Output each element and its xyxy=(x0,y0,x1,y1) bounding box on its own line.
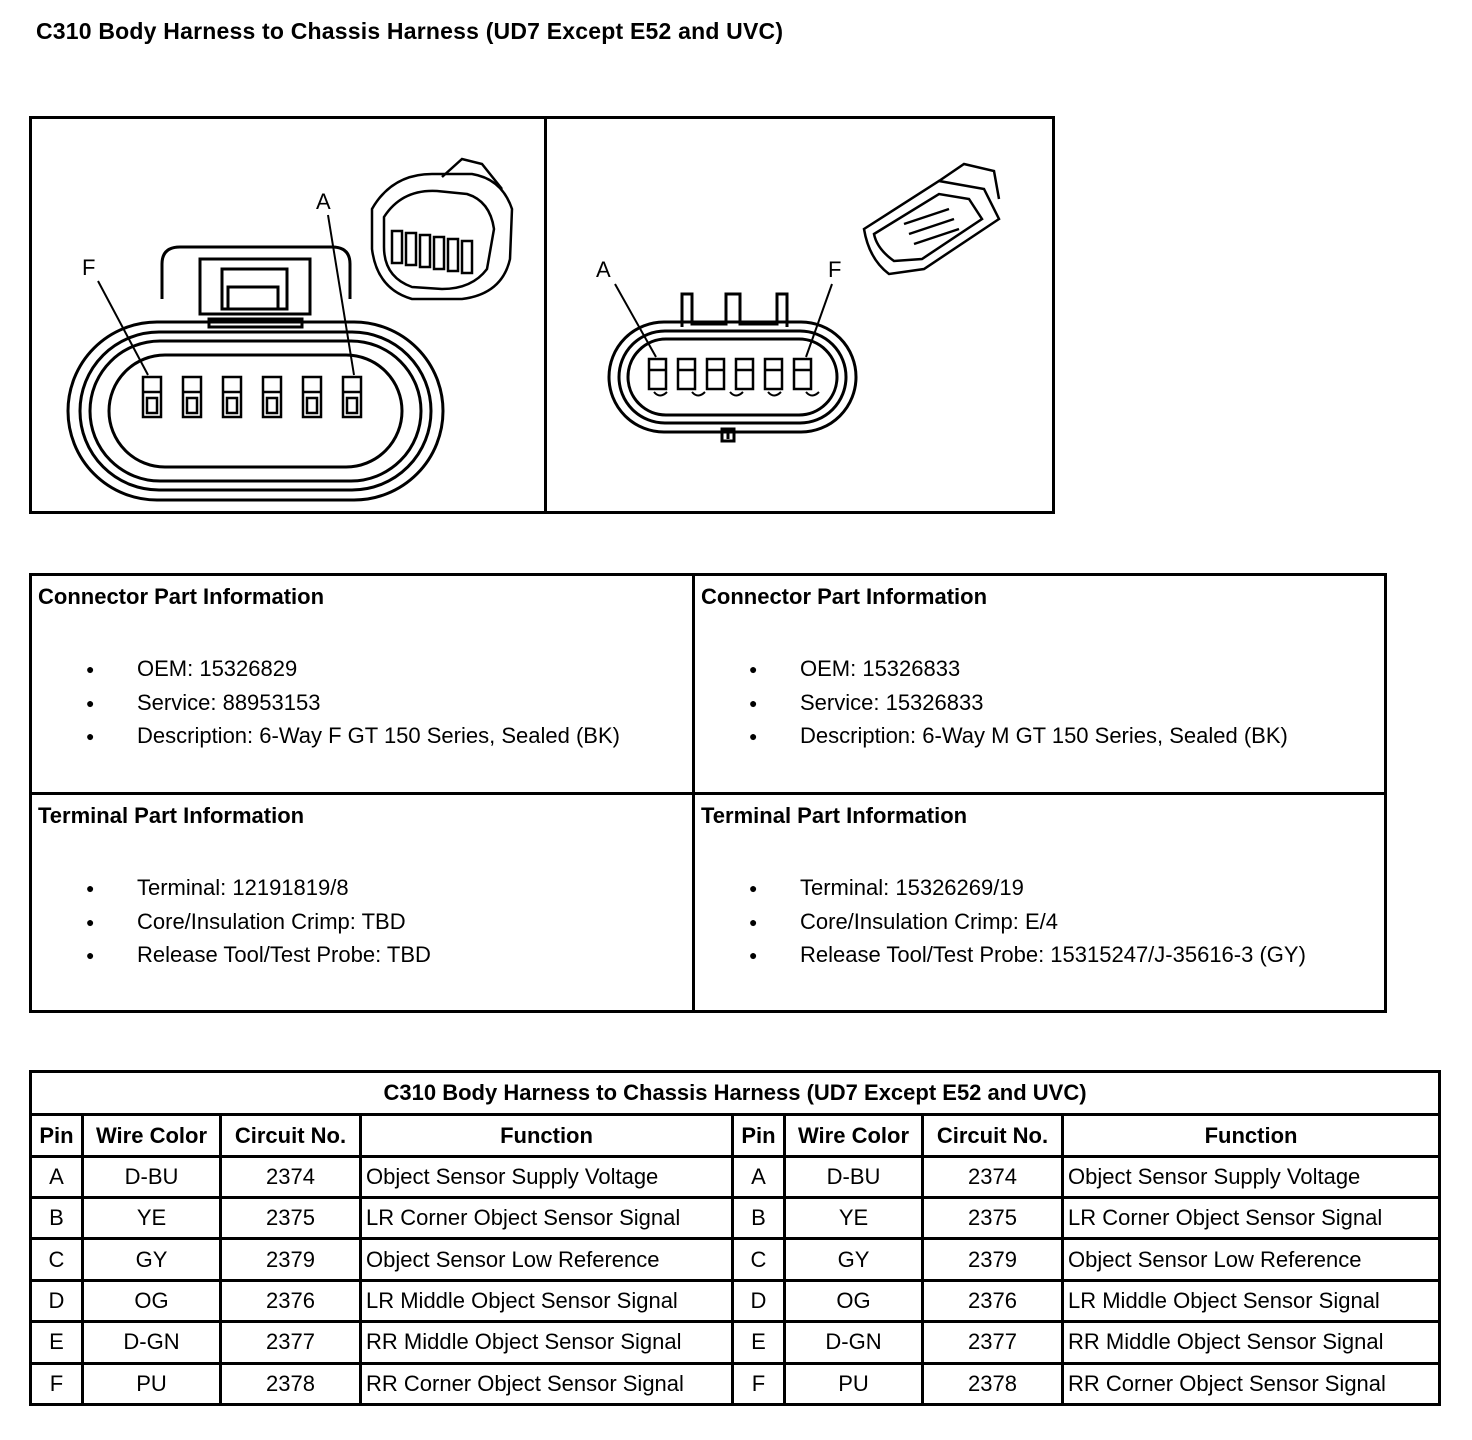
table-row xyxy=(31,1280,1440,1321)
table-row xyxy=(31,1322,1440,1363)
pin-cell: B xyxy=(733,1198,785,1239)
pin-cell: F xyxy=(31,1363,83,1404)
list-item: ● Description: 6-Way F GT 150 Series, Sealed (BK) xyxy=(32,723,620,757)
table-row xyxy=(31,1239,1440,1280)
pinout-header-row xyxy=(31,1115,1440,1156)
pinout-table xyxy=(29,1070,1441,1406)
pin-cell: A xyxy=(733,1156,785,1197)
connector-diagram xyxy=(29,116,1055,514)
terminal-info-left xyxy=(32,795,692,1010)
pin-cell: F xyxy=(733,1363,785,1404)
list-item: ● Terminal: 12191819/8 xyxy=(32,875,431,909)
list-item: ● Terminal: 15326269/19 xyxy=(695,875,1306,909)
list-item: ● Core/Insulation Crimp: E/4 xyxy=(695,909,1306,943)
col-header-wire-color: Wire Color xyxy=(83,1115,221,1156)
function-cell: Object Sensor Low Reference xyxy=(361,1239,733,1280)
page-title: C310 Body Harness to Chassis Harness (UD7 Except E52 and UVC) xyxy=(36,18,784,44)
connector-info-heading: Connector Part Information xyxy=(38,584,325,609)
left-pin-a-label: A xyxy=(316,189,331,214)
col-header-circuit: Circuit No. xyxy=(221,1115,361,1156)
terminal-info-heading: Terminal Part Information xyxy=(38,803,305,828)
col-header-function: Function xyxy=(1063,1115,1440,1156)
wire-color-cell: YE xyxy=(83,1198,221,1239)
circuit-cell: 2377 xyxy=(221,1322,361,1363)
circuit-cell: 2374 xyxy=(923,1156,1063,1197)
right-pin-a-label: A xyxy=(596,257,611,282)
terminal-info-heading: Terminal Part Information xyxy=(701,803,968,828)
terminal-info-list xyxy=(695,875,1306,976)
diagram-divider xyxy=(544,119,547,511)
function-cell: LR Corner Object Sensor Signal xyxy=(361,1198,733,1239)
function-cell: LR Middle Object Sensor Signal xyxy=(361,1280,733,1321)
table-row xyxy=(31,1156,1440,1197)
part-information-table xyxy=(29,573,1387,1013)
col-header-circuit: Circuit No. xyxy=(923,1115,1063,1156)
function-cell: Object Sensor Supply Voltage xyxy=(361,1156,733,1197)
function-cell: RR Corner Object Sensor Signal xyxy=(1063,1363,1440,1404)
list-item: ● OEM: 15326829 xyxy=(32,656,620,690)
wire-color-cell: OG xyxy=(83,1280,221,1321)
circuit-cell: 2379 xyxy=(923,1239,1063,1280)
list-item: ● Release Tool/Test Probe: TBD xyxy=(32,942,431,976)
connector-drawings xyxy=(32,119,1052,511)
function-cell: RR Middle Object Sensor Signal xyxy=(1063,1322,1440,1363)
table-row xyxy=(31,1363,1440,1404)
pin-cell: D xyxy=(31,1280,83,1321)
wire-color-cell: D-BU xyxy=(83,1156,221,1197)
function-cell: RR Corner Object Sensor Signal xyxy=(361,1363,733,1404)
circuit-cell: 2378 xyxy=(923,1363,1063,1404)
col-header-pin: Pin xyxy=(31,1115,83,1156)
col-header-pin: Pin xyxy=(733,1115,785,1156)
male-pin-cavities xyxy=(649,359,811,389)
list-item: ● Description: 6-Way M GT 150 Series, Sealed (BK) xyxy=(695,723,1288,757)
pin-cell: B xyxy=(31,1198,83,1239)
female-leader-lines xyxy=(98,215,354,375)
function-cell: Object Sensor Low Reference xyxy=(1063,1239,1440,1280)
col-header-wire-color: Wire Color xyxy=(785,1115,923,1156)
pin-cell: E xyxy=(733,1322,785,1363)
circuit-cell: 2379 xyxy=(221,1239,361,1280)
circuit-cell: 2378 xyxy=(221,1363,361,1404)
pin-cell: A xyxy=(31,1156,83,1197)
right-pin-f-label: F xyxy=(828,257,842,282)
function-cell: LR Corner Object Sensor Signal xyxy=(1063,1198,1440,1239)
female-connector-thumbnail xyxy=(372,159,512,299)
circuit-cell: 2376 xyxy=(923,1280,1063,1321)
pin-cell: D xyxy=(733,1280,785,1321)
pin-cell: E xyxy=(31,1322,83,1363)
list-item: ● OEM: 15326833 xyxy=(695,656,1288,690)
connector-info-left xyxy=(32,576,692,792)
wire-color-cell: PU xyxy=(785,1363,923,1404)
wire-color-cell: YE xyxy=(785,1198,923,1239)
list-item: ● Core/Insulation Crimp: TBD xyxy=(32,909,431,943)
left-pin-f-label: F xyxy=(82,255,96,280)
connector-info-right xyxy=(695,576,1387,792)
terminal-info-right xyxy=(695,795,1387,1010)
connector-info-heading: Connector Part Information xyxy=(701,584,988,609)
table-row xyxy=(31,1198,1440,1239)
function-cell: RR Middle Object Sensor Signal xyxy=(361,1322,733,1363)
wire-color-cell: GY xyxy=(785,1239,923,1280)
connector-info-list xyxy=(32,656,620,757)
wire-color-cell: D-BU xyxy=(785,1156,923,1197)
pin-cell: C xyxy=(31,1239,83,1280)
connector-info-list xyxy=(695,656,1288,757)
list-item: ● Release Tool/Test Probe: 15315247/J-35616-3 (GY) xyxy=(695,942,1306,976)
function-cell: Object Sensor Supply Voltage xyxy=(1063,1156,1440,1197)
list-item: ● Service: 88953153 xyxy=(32,690,620,724)
male-connector-face xyxy=(609,294,856,441)
circuit-cell: 2375 xyxy=(923,1198,1063,1239)
circuit-cell: 2376 xyxy=(221,1280,361,1321)
terminal-info-list xyxy=(32,875,431,976)
pin-cell: C xyxy=(733,1239,785,1280)
circuit-cell: 2374 xyxy=(221,1156,361,1197)
pinout-caption: C310 Body Harness to Chassis Harness (UD7 Except E52 and UVC) xyxy=(31,1072,1440,1115)
male-connector-thumbnail xyxy=(864,164,999,274)
wire-color-cell: PU xyxy=(83,1363,221,1404)
list-item: ● Service: 15326833 xyxy=(695,690,1288,724)
col-header-function: Function xyxy=(361,1115,733,1156)
function-cell: LR Middle Object Sensor Signal xyxy=(1063,1280,1440,1321)
circuit-cell: 2377 xyxy=(923,1322,1063,1363)
wire-color-cell: D-GN xyxy=(83,1322,221,1363)
wire-color-cell: D-GN xyxy=(785,1322,923,1363)
wire-color-cell: GY xyxy=(83,1239,221,1280)
circuit-cell: 2375 xyxy=(221,1198,361,1239)
wire-color-cell: OG xyxy=(785,1280,923,1321)
female-pin-cavities xyxy=(143,377,361,417)
